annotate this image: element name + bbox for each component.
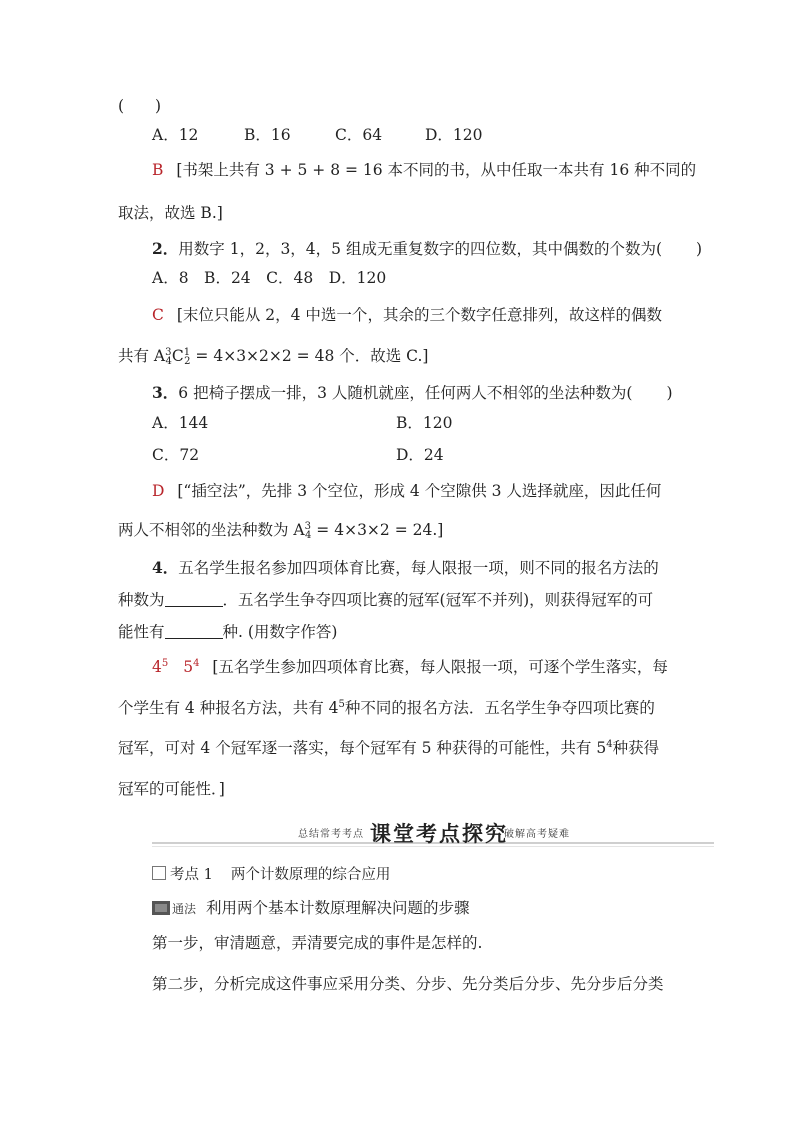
method-tag-label: 通法 xyxy=(172,902,197,916)
q4-blank-1 xyxy=(165,590,223,607)
q3-explanation-line2 xyxy=(118,520,443,540)
q1-option-d: D．120 xyxy=(425,126,483,144)
q1-option-b: B．16 xyxy=(244,126,291,144)
q2-explanation-line1 xyxy=(152,305,662,325)
q4-stem-line1 xyxy=(152,558,659,578)
q2-stem-text: 用数字 1，2，3，4，5 组成无重复数字的四位数，其中偶数的个数为( xyxy=(178,240,663,258)
q3-stem-text: 6 把椅子摆成一排，3 人随机就座，任何两人不相邻的坐法种数为( xyxy=(178,384,633,402)
q3-option-c: C．72 xyxy=(152,446,200,464)
q3-option-a: A．144 xyxy=(152,414,209,432)
q4-expl2-pre: 个学生有 4 种报名方法，共有 4 xyxy=(118,699,339,717)
q3-stem-close: ) xyxy=(666,384,673,402)
q3-option-d: D．24 xyxy=(396,446,444,464)
q4-explanation-line2 xyxy=(118,698,655,718)
q1-option-a: A．12 xyxy=(152,126,199,144)
q3-answer: D xyxy=(152,482,165,500)
q3-expl-post: = 4×3×2 = 24.] xyxy=(311,521,444,539)
banner-right-text: 破解高考疑难 xyxy=(504,829,570,840)
q3-number: 3． xyxy=(152,383,179,402)
q4-expl3-sup: 4 xyxy=(606,739,613,750)
q3-expl-pre: 两人不相邻的坐法种数为 A xyxy=(118,521,305,539)
q2-stem-close: ) xyxy=(696,240,703,258)
q2-expl-mid: C xyxy=(171,347,184,365)
q4-explanation-line3 xyxy=(118,738,659,758)
q2-explanation-line2 xyxy=(118,346,428,366)
q4-number: 4． xyxy=(152,558,179,577)
q4-stem-line2 xyxy=(118,590,653,610)
exam-point-icon xyxy=(152,866,166,880)
q4-answer-a: $4^5$ xyxy=(152,658,169,676)
q3-expl-sup: 3 xyxy=(304,521,311,532)
q4-expl2-sup: 5 xyxy=(338,699,345,710)
q2-stem xyxy=(152,239,702,259)
q4-explanation-text: [五名学生参加四项体育比赛，每人限报一项，可逐个学生落实，每 xyxy=(212,658,668,676)
q4-stem-2a: 种数为 xyxy=(118,591,165,609)
q2-number: 2． xyxy=(152,239,179,258)
method-tag-icon xyxy=(152,901,170,915)
q4-expl2-post: 种不同的报名方法．五名学生争夺四项比赛的 xyxy=(344,699,655,717)
q2-expl-sub: 4 xyxy=(165,356,172,367)
exam-point-label: 考点 1 xyxy=(170,867,213,883)
q2-options: A．8 B．24 C．48 D．120 xyxy=(152,269,387,287)
q4-blank-2 xyxy=(165,622,223,639)
q4-stem-3a: 能性有 xyxy=(118,623,165,641)
q4-stem-text1: 五名学生报名参加四项体育比赛，每人限报一项，则不同的报名方法的 xyxy=(178,559,659,577)
q1-explanation-line2: 取法，故选 B.] xyxy=(118,204,223,222)
step-2: 第二步，分析完成这件事应采用分类、分步、先分类后分步、先分步后分类 xyxy=(152,975,664,993)
q2-expl-sup2: 1 xyxy=(183,347,191,358)
q4-explanation-line4: 冠军的可能性．] xyxy=(118,780,225,798)
q4-stem-line3 xyxy=(118,622,337,642)
exam-point-heading xyxy=(152,865,390,885)
q4-expl3-post: 种获得 xyxy=(612,739,660,757)
method-title: 利用两个基本计数原理解决问题的步骤 xyxy=(206,899,470,917)
step-1: 第一步，审清题意，弄清要完成的事件是怎样的. xyxy=(152,934,483,952)
q4-stem-2b: ．五名学生争夺四项比赛的冠军(冠军不并列)，则获得冠军的可 xyxy=(222,591,654,609)
q1-explanation-text: [书架上共有 3 + 5 + 8 = 16 本不同的书，从中任取一本共有 16 种不同的 xyxy=(176,161,697,179)
q4-expl3-pre: 冠军，可对 4 个冠军逐一落实，每个冠军有 5 种获得的可能性，共有 5 xyxy=(118,739,607,757)
exam-point-title: 两个计数原理的综合应用 xyxy=(230,867,391,883)
q3-explanation-text: [“插空法”，先排 3 个空位，形成 4 个空隙供 3 人选择就座，因此任何 xyxy=(177,482,662,500)
q1-stem-tail: ( ) xyxy=(118,97,162,115)
q2-expl-post: = 4×3×2×2 = 48 个．故选 C.] xyxy=(190,347,429,365)
q2-expl-sub2: 2 xyxy=(184,356,191,367)
section-banner xyxy=(152,818,714,848)
banner-title: 课堂考点探究 xyxy=(370,822,508,846)
q4-explanation-line1 xyxy=(152,657,668,677)
q3-stem xyxy=(152,383,673,403)
q2-expl-pre: 共有 A xyxy=(118,347,166,365)
q2-answer: C xyxy=(152,306,164,324)
q2-explanation-text: [末位只能从 2，4 中选一个，其余的三个数字任意排列，故这样的偶数 xyxy=(176,306,662,324)
q1-explanation-line1 xyxy=(152,160,696,180)
q4-answer-b: $5^4$ xyxy=(183,658,200,676)
q1-option-c: C．64 xyxy=(335,126,383,144)
q2-expl-sup: 3 xyxy=(165,347,172,358)
q3-option-b: B．120 xyxy=(396,414,453,432)
method-heading xyxy=(152,898,470,919)
q4-stem-3b: 种. (用数字作答) xyxy=(222,623,338,641)
q3-explanation-line1 xyxy=(152,481,661,501)
q3-expl-sub: 4 xyxy=(305,530,312,541)
q1-answer: B xyxy=(152,161,164,179)
banner-left-text: 总结常考考点 xyxy=(298,829,364,840)
